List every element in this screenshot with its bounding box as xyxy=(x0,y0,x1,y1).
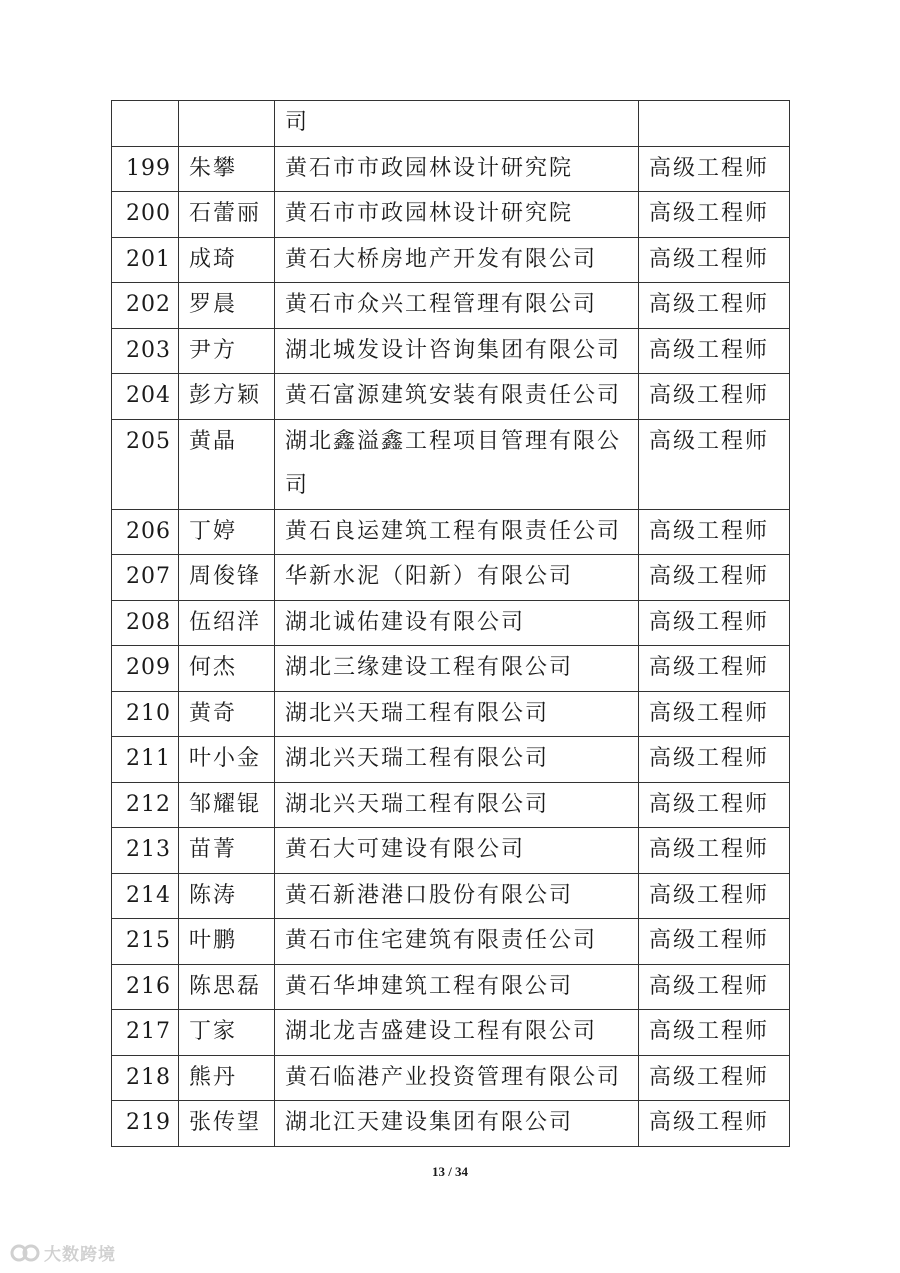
company-cell: 黄石市市政园林设计研究院 xyxy=(275,192,639,238)
title-cell: 高级工程师 xyxy=(639,600,790,646)
watermark-logo-icon xyxy=(10,1243,40,1263)
row-number-cell: 211 xyxy=(112,737,179,783)
table-row xyxy=(112,146,790,192)
name-cell: 丁家 xyxy=(179,1010,275,1056)
table-body xyxy=(112,101,790,1147)
company-cell: 黄石华坤建筑工程有限公司 xyxy=(275,964,639,1010)
table-row xyxy=(112,419,790,509)
row-number-cell: 213 xyxy=(112,828,179,874)
title-cell: 高级工程师 xyxy=(639,964,790,1010)
table-row xyxy=(112,555,790,601)
row-number-cell: 218 xyxy=(112,1055,179,1101)
table-row xyxy=(112,328,790,374)
table-row xyxy=(112,1010,790,1056)
company-cell: 湖北诚佑建设有限公司 xyxy=(275,600,639,646)
title-cell: 高级工程师 xyxy=(639,919,790,965)
title-cell: 高级工程师 xyxy=(639,646,790,692)
title-cell: 高级工程师 xyxy=(639,1101,790,1147)
name-cell: 熊丹 xyxy=(179,1055,275,1101)
name-cell: 叶鹏 xyxy=(179,919,275,965)
table-row xyxy=(112,964,790,1010)
row-number-cell: 219 xyxy=(112,1101,179,1147)
row-number-cell: 200 xyxy=(112,192,179,238)
row-number-cell: 217 xyxy=(112,1010,179,1056)
row-number-cell xyxy=(112,101,179,147)
company-cell: 黄石大可建设有限公司 xyxy=(275,828,639,874)
table-row xyxy=(112,283,790,329)
table-row xyxy=(112,782,790,828)
title-cell: 高级工程师 xyxy=(639,1055,790,1101)
name-cell: 石蕾丽 xyxy=(179,192,275,238)
table-row xyxy=(112,828,790,874)
name-cell: 陈思磊 xyxy=(179,964,275,1010)
company-cell: 黄石富源建筑安装有限责任公司 xyxy=(275,374,639,420)
personnel-table xyxy=(111,100,790,1147)
title-cell: 高级工程师 xyxy=(639,873,790,919)
name-cell: 朱攀 xyxy=(179,146,275,192)
table-row xyxy=(112,873,790,919)
company-cell: 湖北城发设计咨询集团有限公司 xyxy=(275,328,639,374)
company-cell: 黄石临港产业投资管理有限公司 xyxy=(275,1055,639,1101)
company-cell: 黄石良运建筑工程有限责任公司 xyxy=(275,509,639,555)
watermark xyxy=(10,1240,116,1265)
title-cell: 高级工程师 xyxy=(639,328,790,374)
row-number-cell: 207 xyxy=(112,555,179,601)
name-cell: 尹方 xyxy=(179,328,275,374)
row-number-cell: 209 xyxy=(112,646,179,692)
table-row xyxy=(112,600,790,646)
company-cell: 湖北鑫溢鑫工程项目管理有限公司 xyxy=(275,419,639,509)
name-cell: 伍绍洋 xyxy=(179,600,275,646)
row-number-cell: 215 xyxy=(112,919,179,965)
name-cell: 陈涛 xyxy=(179,873,275,919)
title-cell: 高级工程师 xyxy=(639,283,790,329)
company-cell: 黄石新港港口股份有限公司 xyxy=(275,873,639,919)
name-cell: 苗菁 xyxy=(179,828,275,874)
table-row xyxy=(112,237,790,283)
company-cell: 湖北龙吉盛建设工程有限公司 xyxy=(275,1010,639,1056)
table-row xyxy=(112,192,790,238)
name-cell: 丁婷 xyxy=(179,509,275,555)
title-cell: 高级工程师 xyxy=(639,555,790,601)
name-cell xyxy=(179,101,275,147)
title-cell: 高级工程师 xyxy=(639,509,790,555)
title-cell: 高级工程师 xyxy=(639,419,790,509)
row-number-cell: 206 xyxy=(112,509,179,555)
name-cell: 叶小金 xyxy=(179,737,275,783)
watermark-text: 大数跨境 xyxy=(44,1245,116,1265)
title-cell: 高级工程师 xyxy=(639,737,790,783)
name-cell: 邹耀锟 xyxy=(179,782,275,828)
company-cell: 黄石大桥房地产开发有限公司 xyxy=(275,237,639,283)
company-cell: 黄石市市政园林设计研究院 xyxy=(275,146,639,192)
name-cell: 彭方颖 xyxy=(179,374,275,420)
title-cell: 高级工程师 xyxy=(639,1010,790,1056)
table-row xyxy=(112,509,790,555)
table-row xyxy=(112,737,790,783)
company-cell: 湖北兴天瑞工程有限公司 xyxy=(275,737,639,783)
name-cell: 成琦 xyxy=(179,237,275,283)
company-cell: 黄石市住宅建筑有限责任公司 xyxy=(275,919,639,965)
row-number-cell: 212 xyxy=(112,782,179,828)
table-row xyxy=(112,691,790,737)
title-cell: 高级工程师 xyxy=(639,782,790,828)
table-row xyxy=(112,101,790,147)
table-row xyxy=(112,919,790,965)
company-cell: 湖北兴天瑞工程有限公司 xyxy=(275,782,639,828)
company-cell: 司 xyxy=(275,101,639,147)
row-number-cell: 199 xyxy=(112,146,179,192)
row-number-cell: 216 xyxy=(112,964,179,1010)
table-row xyxy=(112,1055,790,1101)
title-cell: 高级工程师 xyxy=(639,828,790,874)
row-number-cell: 214 xyxy=(112,873,179,919)
name-cell: 罗晨 xyxy=(179,283,275,329)
company-cell: 黄石市众兴工程管理有限公司 xyxy=(275,283,639,329)
name-cell: 黄奇 xyxy=(179,691,275,737)
company-cell: 湖北兴天瑞工程有限公司 xyxy=(275,691,639,737)
title-cell: 高级工程师 xyxy=(639,192,790,238)
title-cell xyxy=(639,101,790,147)
row-number-cell: 205 xyxy=(112,419,179,509)
page-number: 13 / 34 xyxy=(431,1164,469,1179)
table-row xyxy=(112,646,790,692)
row-number-cell: 203 xyxy=(112,328,179,374)
row-number-cell: 210 xyxy=(112,691,179,737)
name-cell: 何杰 xyxy=(179,646,275,692)
name-cell: 黄晶 xyxy=(179,419,275,509)
company-cell: 湖北三缘建设工程有限公司 xyxy=(275,646,639,692)
title-cell: 高级工程师 xyxy=(639,146,790,192)
title-cell: 高级工程师 xyxy=(639,374,790,420)
company-cell: 湖北江天建设集团有限公司 xyxy=(275,1101,639,1147)
company-cell: 华新水泥（阳新）有限公司 xyxy=(275,555,639,601)
row-number-cell: 202 xyxy=(112,283,179,329)
row-number-cell: 208 xyxy=(112,600,179,646)
name-cell: 张传望 xyxy=(179,1101,275,1147)
row-number-cell: 201 xyxy=(112,237,179,283)
row-number-cell: 204 xyxy=(112,374,179,420)
name-cell: 周俊锋 xyxy=(179,555,275,601)
table-row xyxy=(112,1101,790,1147)
title-cell: 高级工程师 xyxy=(639,237,790,283)
title-cell: 高级工程师 xyxy=(639,691,790,737)
table-row xyxy=(112,374,790,420)
